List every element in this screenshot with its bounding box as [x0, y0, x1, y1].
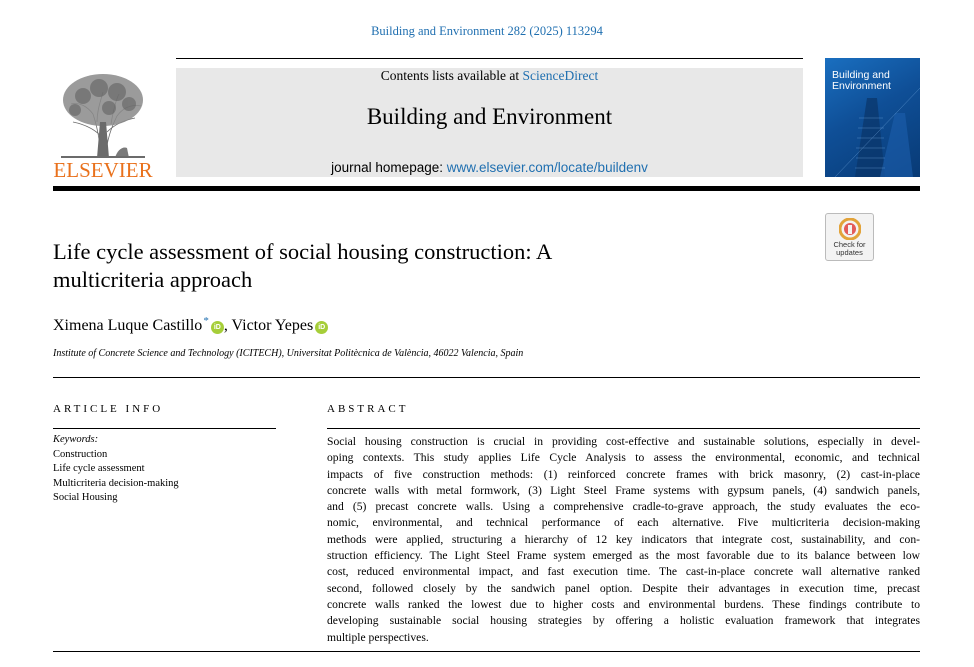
- crossmark-icon: [839, 218, 861, 240]
- elsevier-wordmark: ELSEVIER: [53, 158, 153, 182]
- abstract-line: struction efficiency. The Light Steel Frame system emerged as the most favorable due to its balance between low: [327, 549, 920, 563]
- journal-homepage-link[interactable]: www.elsevier.com/locate/buildenv: [446, 160, 648, 175]
- abstract-line: multiple perspectives.: [327, 630, 429, 644]
- article-info-heading: ARTICLE INFO: [53, 403, 164, 415]
- cover-title: Building and Environment: [832, 69, 891, 92]
- orcid-icon[interactable]: iD: [315, 321, 328, 334]
- abstract-line: concrete walls with metal formwork, (3) Light Steel Frame systems with gypsum panels, (4) sandwich panels,: [327, 483, 920, 497]
- abstract-line: methods were applied, structuring a hierarchy of 12 key indicators that integrate cost, sustainability, and con-: [327, 532, 920, 546]
- abstract-line: second, followed closely by the sandwich panel option. Despite their advantages in execution time, precast: [327, 581, 920, 595]
- author-affiliation: Institute of Concrete Science and Technology (ICITECH), Universitat Politècnica de València, 46022 Valencia, Spain: [53, 348, 524, 359]
- orcid-icon[interactable]: iD: [211, 321, 224, 334]
- contents-prefix: Contents lists available at: [380, 68, 520, 83]
- corresponding-author-mark[interactable]: *: [203, 315, 209, 327]
- article-info-rule: [53, 428, 276, 429]
- keyword-item: Life cycle assessment: [53, 463, 145, 475]
- keyword-item: Multicriteria decision-making: [53, 477, 179, 489]
- paper-title: [53, 238, 673, 294]
- sciencedirect-link[interactable]: ScienceDirect: [522, 68, 599, 83]
- author-list: [53, 315, 328, 335]
- abstract-line: Social housing construction is crucial in providing cost-effective and sustainable solutions, especially in devel-: [327, 435, 920, 448]
- journal-title: Building and Environment: [366, 104, 613, 129]
- author-separator: ,: [223, 317, 228, 334]
- abstract-bottom-rule: [53, 651, 920, 652]
- header-thick-rule: [53, 186, 920, 191]
- abstract-line: nomic, environmental, and technical performance of each alternative. Five multicriteria decision-making: [327, 516, 920, 530]
- author-name-2[interactable]: Victor Yepes: [231, 317, 314, 334]
- contents-available-line: [176, 68, 803, 84]
- homepage-prefix: journal homepage:: [331, 160, 443, 175]
- abstract-body: [327, 434, 920, 646]
- abstract-line: and (5) precast concrete walls. Using a comprehensive cradle-to-grave approach, the study evaluates the eco-: [327, 500, 920, 514]
- header-top-rule: [176, 58, 803, 59]
- keywords-list: [53, 448, 179, 505]
- section-divider: [53, 377, 920, 378]
- journal-citation-link[interactable]: Building and Environment 282 (2025) 113294: [371, 24, 603, 38]
- abstract-line: oping contexts. This study applies Life Cycle Analysis to assess the environmental, economic, and technical: [327, 451, 920, 465]
- journal-cover-image[interactable]: [825, 58, 920, 177]
- paper-title-line-2: multicriteria approach: [53, 267, 253, 292]
- keyword-item: Social Housing: [53, 491, 118, 503]
- keyword-item: Construction: [53, 449, 108, 460]
- abstract-rule: [327, 428, 920, 429]
- check-for-updates-label: Check for updates: [833, 240, 866, 257]
- journal-homepage-line: [176, 160, 803, 175]
- paper-title-line-1: Life cycle assessment of social housing construction: A: [53, 239, 553, 264]
- cover-building-graphic: [825, 58, 920, 177]
- abstract-line: developing sustainable social housing strategies by offering a holistic evaluation framework that integrates: [327, 614, 920, 628]
- abstract-heading: ABSTRACT: [327, 403, 409, 415]
- abstract-line: concrete walls ranked the lowest due to higher costs and environmental burdens. These findings contribute to: [327, 597, 920, 611]
- keywords-label: Keywords:: [53, 434, 99, 445]
- abstract-line: impacts of five construction methods: (1) reinforced concrete frames with brick masonry, (2) cast-in-place: [327, 467, 920, 481]
- author-name-1[interactable]: Ximena Luque Castillo: [53, 317, 203, 334]
- check-for-updates-button[interactable]: [825, 213, 874, 261]
- abstract-line: cost, reduced environmental impact, and fast execution time. The cast-in-place concrete wall alternative ranked: [327, 565, 920, 579]
